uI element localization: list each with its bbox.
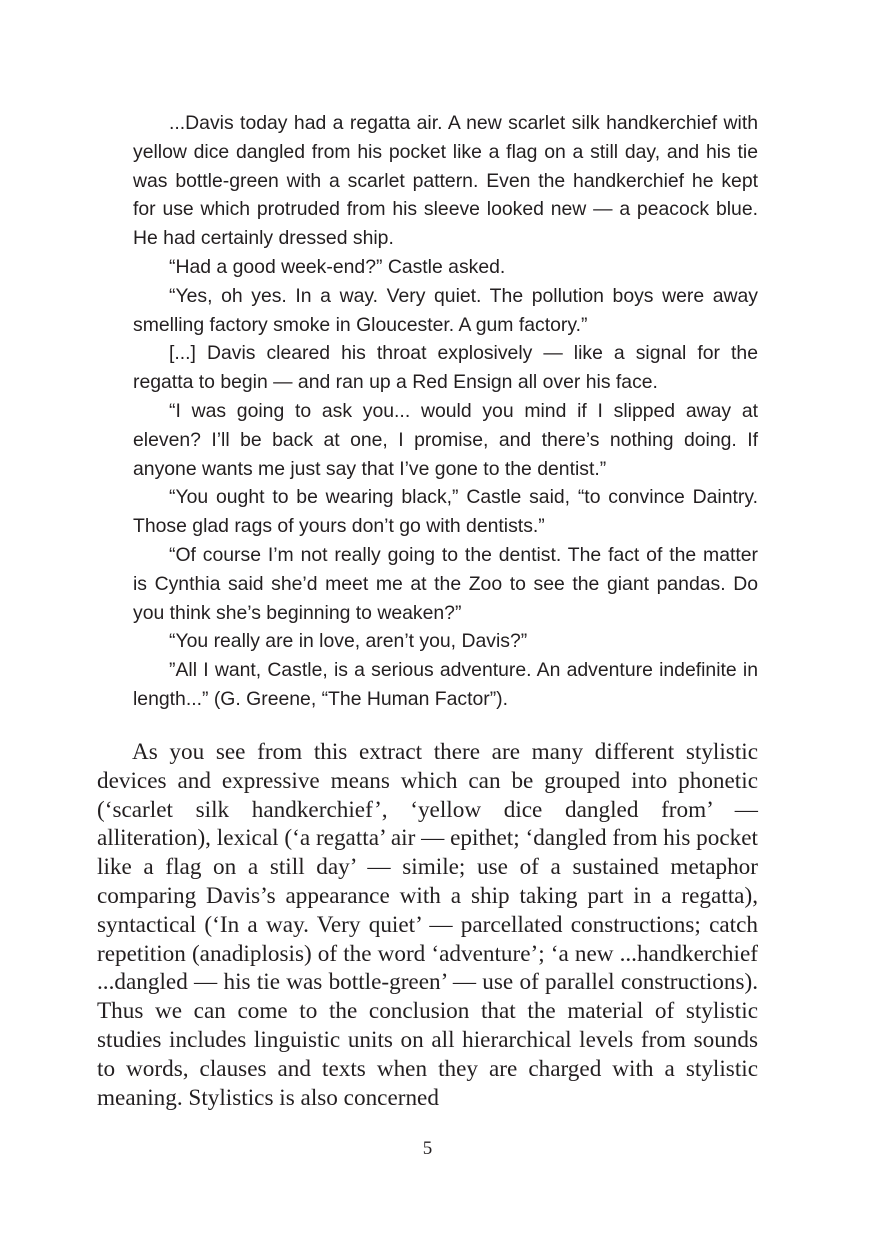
extract-paragraph: “Yes, oh yes. In a way. Very quiet. The pollution boys were away smelling factory smoke in Gloucester. A gum factory.”	[133, 284, 758, 336]
extract-paragraph: “You ought to be wearing black,” Castle said, “to convince Daintry. Those glad rags of yours don’t go with dentists.”	[133, 486, 758, 538]
quoted-extract	[133, 109, 758, 714]
extract-paragraph: “I was going to ask you... would you mind if I slipped away at eleven? I’ll be back at one, I promise, and there’s nothing doing. If anyone wants me just say that I’ve gone to the dentist.”	[133, 399, 758, 480]
extract-paragraph: “Of course I’m not really going to the dentist. The fact of the matter is Cynthia said she’d meet me at the Zoo to see the giant pandas. Do you think she’s beginning to weaken?”	[133, 543, 758, 624]
body-paragraph: As you see from this extract there are many different stylistic devices and expressive means which can be grouped into phonetic (‘scarlet silk handkerchief’, ‘yellow dice dangled from’ — alliteration), lexical (‘a regatta’ air — epithet; ‘dangled from his pocket like a flag on a still day’ — simile; use of a sustained metaphor comparing Davis’s appearance with a ship taking part in a regatta), syntactical (‘In a way. Very quiet’ — parcellated constructions; catch repetition (anadiplosis) of the word ‘adventure’; ‘a new ...handkerchief ...dangled — his tie was bottle-green’ — use of parallel constructions). Thus we can come to the conclusion that the material of stylistic studies includes linguistic units on all hierarchical levels from sounds to words, clauses and texts when they are charged with a stylistic meaning. Stylistics is also concerned	[97, 739, 758, 1111]
extract-paragraph: [...] Davis cleared his throat explosively — like a signal for the regatta to begin — and ran up a Red Ensign all over his face.	[133, 342, 758, 394]
extract-paragraph: ”All I want, Castle, is a serious adventure. An adventure indefinite in length...” (G. Greene, “The Human Factor”).	[133, 659, 758, 710]
main-text	[97, 738, 758, 1112]
page-number: 5	[422, 1138, 433, 1159]
extract-paragraph: “You really are in love, aren’t you, Davis?”	[169, 630, 528, 653]
extract-paragraph: ...Davis today had a regatta air. A new scarlet silk handkerchief with yellow dice dangled from his pocket like a flag on a still day, and his tie was bottle-green with a scarlet pattern. Even the handkerchief he kept for use which protruded from his sleeve looked new — a peacock blue. He had certainly dressed ship.	[133, 112, 758, 250]
extract-paragraph: “Had a good week-end?” Castle asked.	[169, 255, 506, 278]
